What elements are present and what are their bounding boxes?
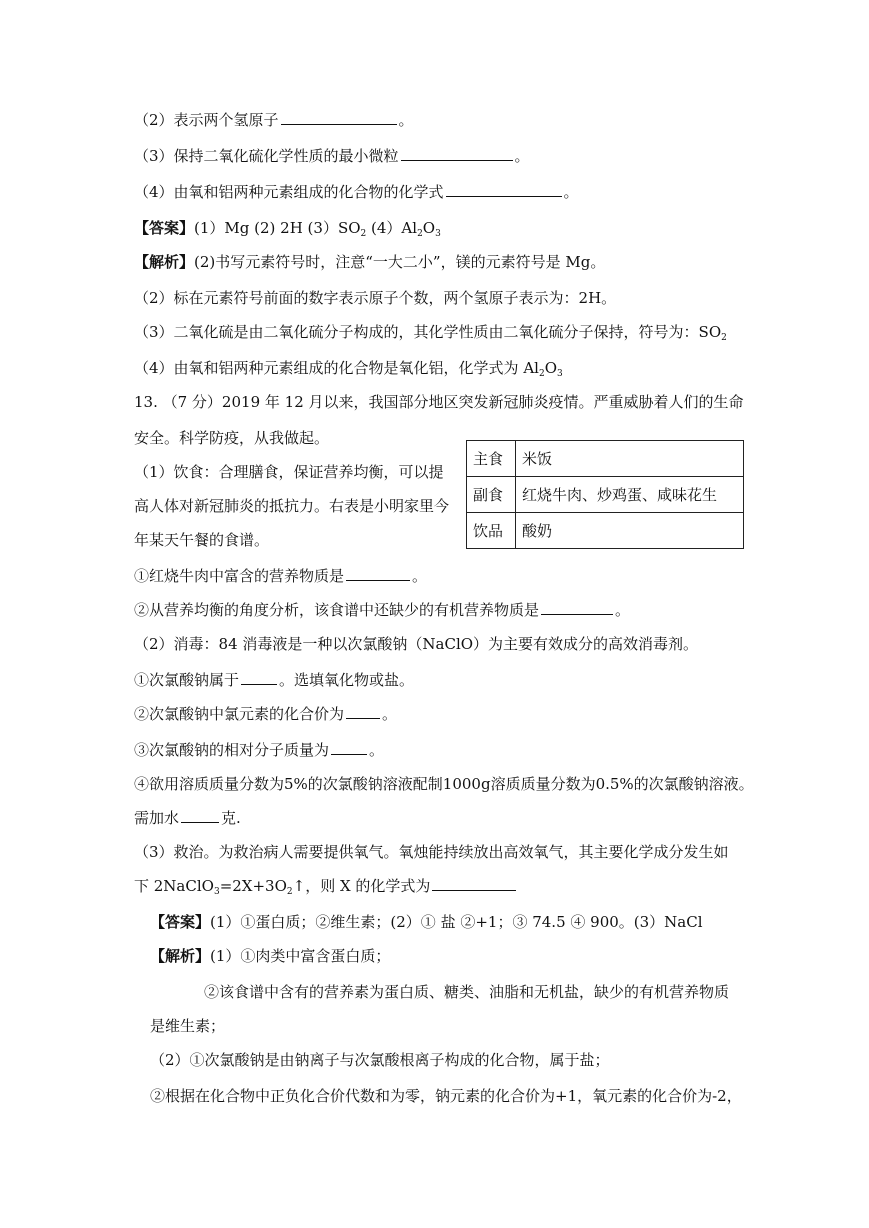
q13-disinfect-4: ④欲用溶质质量分数为5%的次氯酸钠溶液配制1000g溶质质量分数为0.5%的次氯酸钠溶液。 — [134, 775, 754, 793]
menu-key: 副食 — [467, 477, 516, 513]
q13-part1-line3: 年某天午餐的食谱。 — [134, 531, 270, 549]
q13-sub1: ①红烧牛肉中富含的营养物质是 。 — [134, 567, 428, 585]
q12-analysis-4: （4）由氧和铝两种元素组成的化合物是氧化铝，化学式为 $Al_2O_3$ — [134, 359, 563, 379]
menu-value: 红烧牛肉、炒鸡蛋、咸味花生 — [516, 477, 744, 513]
answer-blank[interactable] — [331, 740, 367, 755]
menu-value: 酸奶 — [516, 513, 744, 549]
q12-part3: （3）保持二氧化硫化学性质的最小微粒 。 — [134, 147, 530, 165]
q13-intro-line2: 安全。科学防疫，从我做起。 — [134, 429, 330, 447]
q13-part3-line1: （3）救治。为救治病人需要提供氧气。氧烛能持续放出高效氧气，其主要化学成分发生如 — [134, 843, 729, 861]
q13-disinfect-4b: 需加水 克. — [134, 809, 241, 827]
q13-intro-line1: 13. （7 分）2019 年 12 月以来，我国部分地区突发新冠肺炎疫情。严重威胁着人们的生命 — [134, 393, 744, 411]
q13-part1-line2: 高人体对新冠肺炎的抵抗力。右表是小明家里今 — [134, 497, 450, 515]
answer-blank[interactable] — [181, 808, 219, 823]
lunch-menu-table — [466, 440, 744, 549]
q12-part2: （2）表示两个氢原子 。 — [134, 111, 414, 129]
answer-blank[interactable] — [241, 670, 277, 685]
answer-blank[interactable] — [346, 704, 380, 719]
q13-disinfect-3: ③次氯酸钠的相对分子质量为 。 — [134, 741, 385, 759]
q13-disinfect-1: ①次氯酸钠属于 。选填氧化物或盐。 — [134, 671, 415, 689]
q12-answer: 【答案】(1）Mg (2) 2H $(3)SO_2$ $(4)Al_2O_3$ — [134, 219, 441, 239]
q13-part3-line2: 下 $2NaClO_3=2X+3O_2↑$，则 X 的化学式为 — [134, 876, 518, 896]
menu-value: 米饭 — [516, 441, 744, 477]
q13-sub2: ②从营养均衡的角度分析，该食谱中还缺少的有机营养物质是 。 — [134, 601, 631, 619]
answer-blank[interactable] — [432, 876, 516, 891]
table-row — [467, 513, 744, 549]
table-row — [467, 441, 744, 477]
q12-analysis-2: （2）标在元素符号前面的数字表示原子个数，两个氢原子表示为：2H。 — [134, 289, 617, 307]
q13-analysis-4: ②根据在化合物中正负化合价代数和为零，钠元素的化合价为+1，氧元素的化合价为-2， — [150, 1087, 742, 1105]
q13-analysis-2a: ②该食谱中含有的营养素为蛋白质、糖类、油脂和无机盐，缺少的有机营养物质 — [204, 983, 730, 1001]
answer-blank[interactable] — [346, 566, 410, 581]
q13-disinfect-2: ②次氯酸钠中氯元素的化合价为 。 — [134, 705, 398, 723]
answer-blank[interactable] — [446, 182, 562, 197]
menu-key: 主食 — [467, 441, 516, 477]
answer-blank[interactable] — [541, 600, 613, 615]
q13-part1-line1: （1）饮食：合理膳食，保证营养均衡，可以提 — [134, 463, 444, 481]
menu-key: 饮品 — [467, 513, 516, 549]
answer-blank[interactable] — [281, 110, 397, 125]
q12-analysis-3: （3）二氧化硫是由二氧化硫分子构成的，其化学性质由二氧化硫分子保持，符号为：$SO_2$ — [134, 323, 727, 343]
q12-part4: （4）由氧和铝两种元素组成的化合物的化学式 。 — [134, 183, 579, 201]
q13-answer: 【答案】(1）①蛋白质；②维生素；(2）① 盐 ②+1；③ 74.5 ④ 900。(3）NaCl — [150, 913, 703, 931]
q13-analysis-3: （2）①次氯酸钠是由钠离子与次氯酸根离子构成的化合物，属于盐； — [150, 1051, 610, 1069]
q12-analysis-1: 【解析】(2)书写元素符号时，注意“一大二小”，镁的元素符号是 Mg。 — [134, 253, 606, 271]
table-row — [467, 477, 744, 513]
q13-part2: （2）消毒：84 消毒液是一种以次氯酸钠（NaClO）为主要有效成分的高效消毒剂。 — [134, 635, 699, 653]
q13-analysis-2b: 是维生素； — [150, 1017, 226, 1035]
q13-analysis-1: 【解析】(1）①肉类中富含蛋白质； — [150, 947, 391, 965]
answer-blank[interactable] — [401, 146, 513, 161]
